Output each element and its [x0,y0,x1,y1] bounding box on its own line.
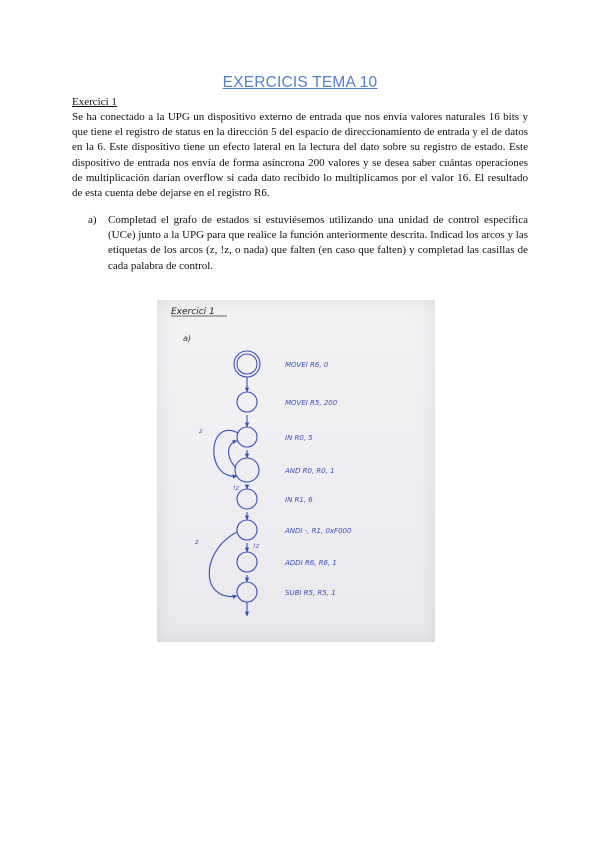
state-label: IN R0, 5 [285,434,313,442]
exercise-statement: Se ha conectado a la UPG un dispositivo externo de entrada que nos envía valores naturales 16 bits y que tiene el registro de status en la dirección 5 del espacio de direccionamiento de entrada y el de datos en la 6. Este dispositivo tiene un efecto lateral en la lectura del dato sobre su registro de estado. Este dispositivo de entrada nos envía de forma asíncrona 200 valores y se desea saber cuántas operaciones de multiplicación darían overflow si cada dato recibido lo multiplicamos por el valor 16. El resultado de esta cuenta debe dejarse en el registro R6. [72,111,528,200]
initial-state-ring [234,351,260,377]
sketch-subheading: a) [183,334,192,343]
return-arc [229,441,237,468]
state-label: ADDI R6, R6, 1 [285,559,337,567]
question-a-marker: a) [88,214,97,226]
arc-label: z [199,427,203,435]
poll-loop-arc [214,430,238,476]
arc-label: z [195,538,199,546]
state-label: AND R0, R0, 1 [285,467,335,475]
state-node [237,552,257,572]
state-node [237,582,257,602]
state-label: IN R1, 6 [285,496,313,504]
state-node [237,427,257,447]
state-node [237,520,257,540]
state-label: MOVEI R6, 0 [285,361,329,369]
arc-label: !z [233,484,240,492]
state-node [237,392,257,412]
question-a-text: Completad el grafo de estados si estuviésemos utilizando una unidad de control específica (UCe) junto a la UPG para que realice la función anteriormente descrita. Indicad los arcos y las etiquetas de los arcos (z, !z, o nada) que falten (en caso que falten) y completad las casillas de cada palabra de control. [108,214,528,272]
state-label: SUBI R5, R5, 1 [285,589,336,597]
state-node [237,354,257,374]
state-label: MOVEI R5, 200 [285,399,338,407]
state-node [237,489,257,509]
arc-label: !z [253,542,260,550]
exercise-heading: Exercici 1 [72,96,117,108]
page-title: EXERCICIS TEMA 10 [222,74,378,91]
sketch-heading: Exercici 1 [171,307,215,317]
skip-arc [209,532,237,596]
state-graph-sketch [157,300,435,642]
handwritten-state-graph-photo [157,300,435,642]
state-label: ANDI -, R1, 0xF000 [285,527,352,535]
state-node [235,458,259,482]
